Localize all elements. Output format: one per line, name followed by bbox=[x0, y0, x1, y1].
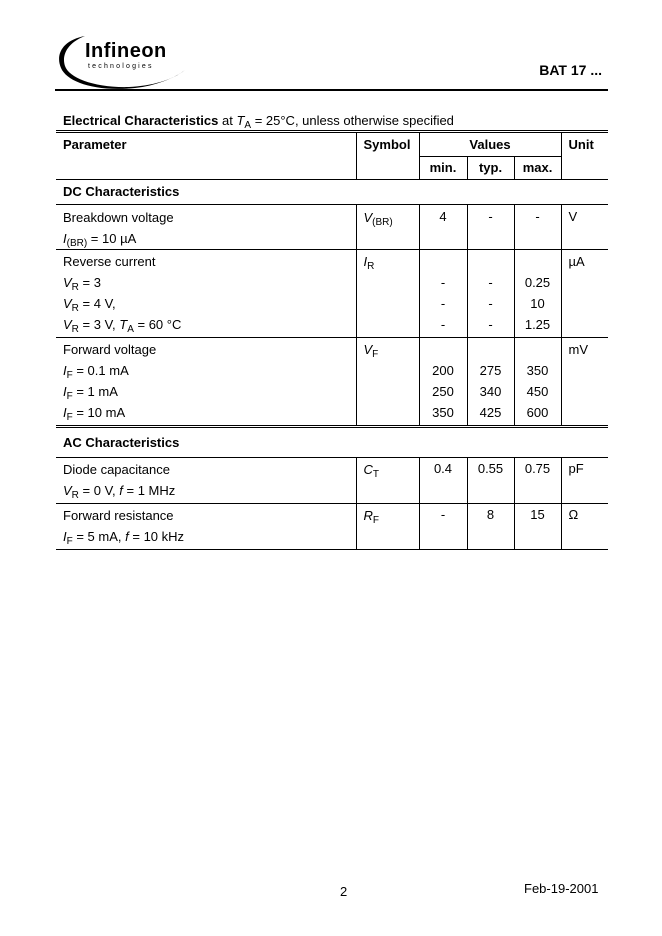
infineon-logo bbox=[55, 32, 190, 94]
table-caption: Electrical Characteristics at $T_A = 25^\circ C$, unless otherwise specified bbox=[63, 113, 454, 131]
logo-subtitle: technologies bbox=[88, 63, 154, 70]
header-values: Values bbox=[419, 132, 561, 157]
table-row-reverse-current: Reverse current $V_R = 3$ $V_R = 4$ V, $V_R = 3$ V, $T_A = 60$ °C $I_R$ - - - - - - 0.25 10 1.25 µA bbox=[56, 250, 608, 338]
header-min: min. bbox=[419, 157, 467, 180]
electrical-characteristics-table bbox=[56, 130, 608, 550]
page-number: 2 bbox=[340, 884, 348, 899]
header-symbol: Symbol bbox=[356, 132, 419, 180]
header-parameter: Parameter bbox=[56, 132, 356, 180]
header-divider bbox=[55, 89, 608, 91]
footer-date: Feb-19-2001 bbox=[524, 881, 599, 896]
logo-wordmark: Infineon bbox=[85, 40, 167, 62]
caption-bold: Electrical Characteristics bbox=[63, 113, 219, 128]
header-max: max. bbox=[514, 157, 561, 180]
table-row-breakdown: Breakdown voltage $I_{(BR)} = 10$ µA $V_{(BR)}$ 4 - - V bbox=[56, 205, 608, 250]
header-unit: Unit bbox=[561, 132, 608, 180]
header-typ: typ. bbox=[467, 157, 514, 180]
table-row-forward-voltage: Forward voltage $I_F = 0.1$ mA $I_F = 1$ mA $I_F = 10$ mA $V_F$ 200 250 350 275 340 425 350 450 600 mV bbox=[56, 338, 608, 427]
table-row-capacitance: Diode capacitance $V_R = 0$ V, f = 1 MHz $C_T$ 0.4 0.55 0.75 pF bbox=[56, 458, 608, 504]
section-dc-title: DC Characteristics bbox=[56, 180, 608, 205]
section-row-ac bbox=[56, 427, 608, 458]
table-header-row bbox=[56, 132, 608, 157]
table-row-forward-resistance: Forward resistance $I_F = 5$ mA, f = 10 kHz $R_F$ - 8 15 Ω bbox=[56, 504, 608, 550]
section-ac-title: AC Characteristics bbox=[56, 427, 608, 458]
section-row-dc bbox=[56, 180, 608, 205]
part-number: BAT 17 ... bbox=[539, 62, 602, 78]
